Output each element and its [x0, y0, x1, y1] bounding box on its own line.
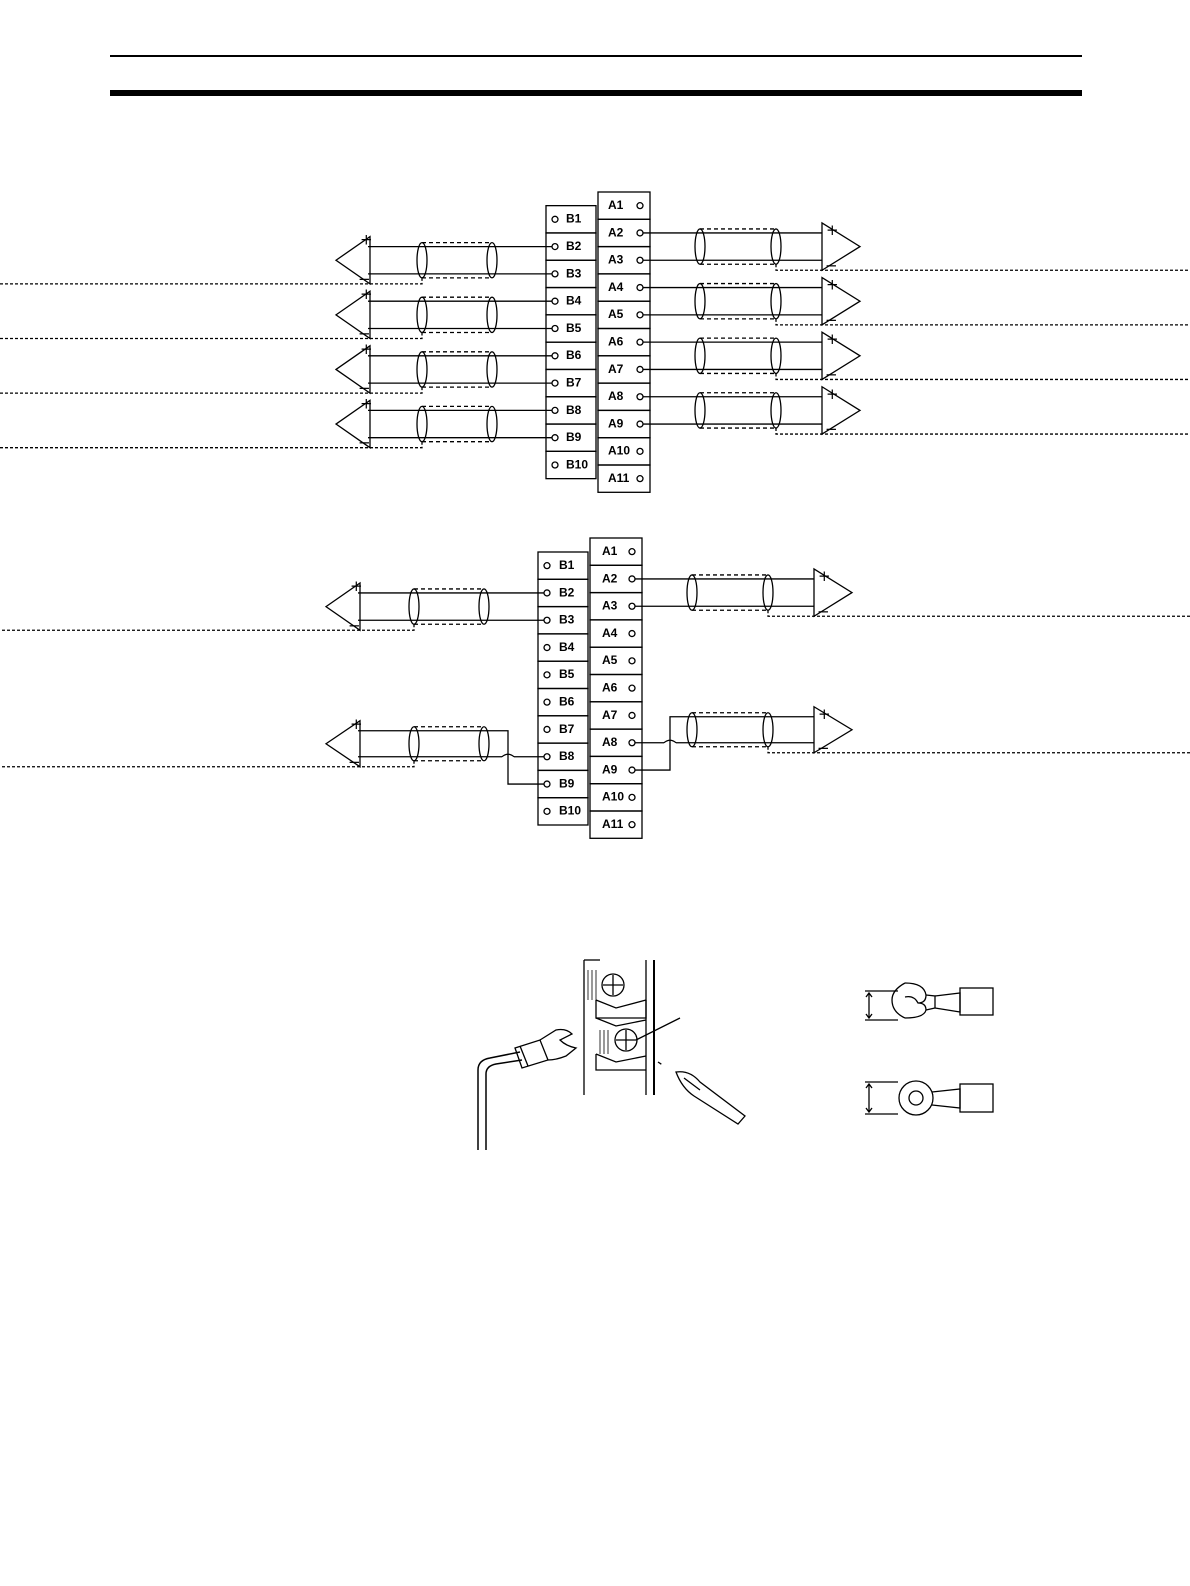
terminal-label-b: B1	[566, 211, 582, 226]
terminal-label-a: A7	[608, 361, 624, 376]
minus-sign: −	[825, 365, 838, 384]
terminal-label-a: A1	[608, 198, 624, 212]
terminal-label-a: A1	[602, 544, 618, 558]
terminal-label-b: B10	[566, 457, 589, 472]
minus-sign: −	[825, 256, 838, 275]
terminal-label-a: A5	[608, 307, 624, 322]
terminal-label-a: A3	[602, 598, 618, 613]
minus-sign: −	[817, 602, 830, 621]
terminal-label-b: B2	[559, 585, 575, 600]
terminal-label-b: B1	[559, 558, 575, 572]
terminal-label-a: A9	[608, 416, 624, 431]
terminal-label-b: B2	[566, 238, 582, 253]
minus-sign: −	[358, 324, 371, 343]
minus-sign: −	[358, 379, 371, 398]
terminal-label-a: A8	[602, 735, 618, 750]
minus-sign: −	[348, 752, 361, 771]
terminal-label-a: A3	[608, 252, 624, 267]
plus-sign: +	[826, 384, 839, 403]
plus-sign: +	[360, 285, 373, 304]
plus-sign: +	[826, 275, 839, 294]
plus-sign: +	[826, 330, 839, 349]
plus-sign: +	[360, 230, 373, 249]
plus-sign: +	[350, 714, 363, 733]
minus-sign: −	[358, 269, 371, 288]
terminal-label-b: B4	[559, 639, 575, 654]
terminal-label-b: B8	[566, 402, 582, 417]
terminal-label-a: A8	[608, 389, 624, 404]
terminal-label-b: B8	[559, 749, 575, 764]
terminal-label-b: B9	[559, 776, 575, 791]
plus-sign: +	[826, 220, 839, 239]
terminal-label-b: B10	[559, 803, 582, 818]
terminal-label-a: A2	[602, 571, 618, 586]
terminal-label-b: B7	[559, 721, 575, 736]
terminal-label-b: B6	[559, 694, 575, 709]
terminal-label-b: B5	[566, 320, 582, 335]
terminal-label-a: A2	[608, 225, 624, 240]
minus-sign: −	[825, 310, 838, 329]
terminal-label-a: A4	[602, 625, 618, 640]
terminal-label-a: A11	[608, 471, 630, 485]
terminal-label-a: A4	[608, 279, 624, 294]
terminal-label-a: A9	[602, 762, 618, 777]
minus-sign: −	[817, 738, 830, 757]
terminal-label-b: B5	[559, 667, 575, 682]
minus-sign: −	[825, 420, 838, 439]
terminal-label-a: A6	[602, 680, 618, 695]
terminal-label-b: B4	[566, 293, 582, 308]
terminal-label-a: A10	[602, 789, 625, 804]
plus-sign: +	[818, 566, 831, 585]
plus-sign: +	[350, 576, 363, 595]
plus-sign: +	[360, 339, 373, 358]
terminal-label-a: A7	[602, 707, 618, 722]
terminal-label-b: B6	[566, 348, 582, 363]
minus-sign: −	[348, 616, 361, 635]
terminal-label-a: A11	[602, 817, 624, 831]
terminal-label-b: B3	[559, 612, 575, 627]
terminal-label-a: A5	[602, 653, 618, 668]
terminal-label-b: B3	[566, 266, 582, 281]
minus-sign: −	[358, 433, 371, 452]
terminal-label-b: B7	[566, 375, 582, 390]
plus-sign: +	[360, 394, 373, 413]
terminal-label-a: A10	[608, 443, 631, 458]
terminal-label-b: B9	[566, 430, 582, 445]
plus-sign: +	[818, 704, 831, 723]
terminal-label-a: A6	[608, 334, 624, 349]
